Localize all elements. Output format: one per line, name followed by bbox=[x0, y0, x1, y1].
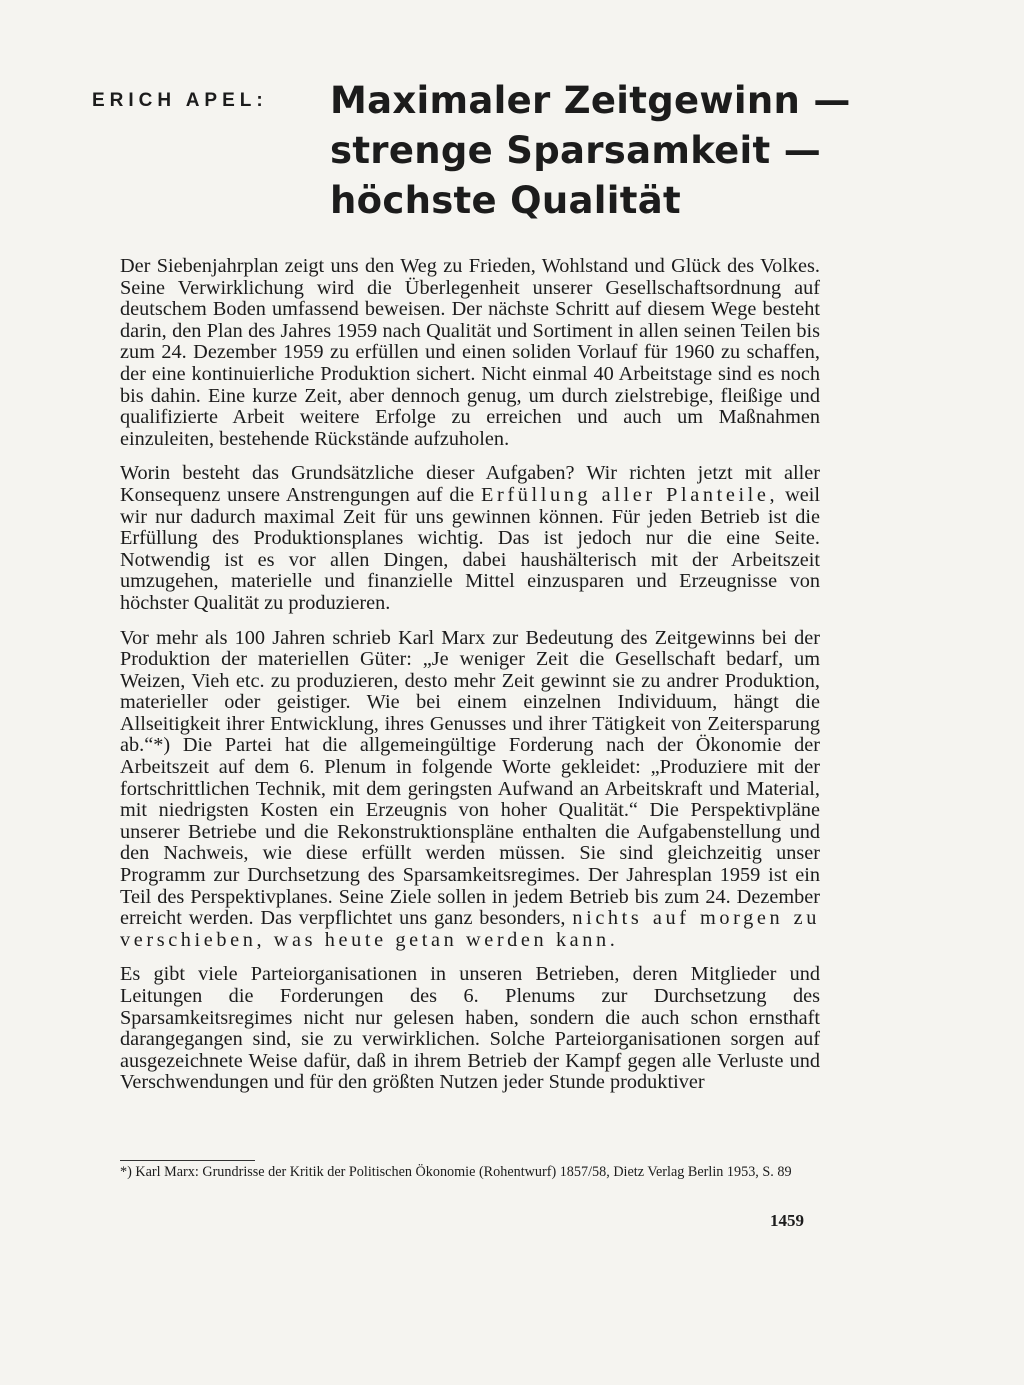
paragraph-2-emphasis: Erfüllung aller Planteile, bbox=[481, 483, 779, 506]
paragraph-2-text-a: Worin besteht das Grundsätzliche dieser Aufgaben? Wir richten jetzt mit aller Konsequenz unsere Anstrengungen auf die bbox=[120, 462, 820, 506]
footnote-divider bbox=[120, 1160, 255, 1161]
footnote: *) Karl Marx: Grundrisse der Kritik der Politischen Ökonomie (Rohentwurf) 1857/58, Dietz Verlag Berlin 1953, S. 89 bbox=[120, 1164, 792, 1180]
paragraph-1 bbox=[120, 256, 820, 450]
paragraph-3-emphasis: nichts auf morgen zu verschieben, was heute getan werden kann. bbox=[120, 907, 820, 951]
paragraph-4-text: Es gibt viele Parteiorganisationen in unseren Betrieben, deren Mitglieder und Leitungen die Forderungen des 6. Plenums zur Durchsetzung des Sparsamkeitsregimes nicht nur gelesen haben, sondern die auch schon ernsthaft darangegangen sind, sie zu verwirklichen. Solche Parteiorganisationen sorgen auf ausgezeichnete Weise dafür, daß in ihrem Betrieb der Kampf gegen alle Verluste und Verschwendungen und für den größten Nutzen jeder Stunde produktiver bbox=[120, 963, 820, 1094]
paragraph-3-text: Vor mehr als 100 Jahren schrieb Karl Marx zur Bedeutung des Zeitgewinns bei der Produktion der materiellen Güter: „Je weniger Zeit die Gesellschaft bedarf, um Weizen, Vieh etc. zu produzieren, desto mehr Zeit gewinnt sie zu andrer Produktion, materieller oder geistiger. Wie bei einem einzelnen Individuum, hängt die Allseitigkeit ihrer Entwicklung, ihres Genusses und ihrer Tätigkeit von Zeitersparung ab.“*) Die Partei hat die allgemeingültige Forderung nach der Ökonomie der Arbeitszeit auf dem 6. Plenum in folgende Worte gekleidet: „Produziere mit der fortschrittlichen Technik, mit dem geringsten Aufwand an Arbeitskraft und Material, mit niedrigsten Kosten ein Erzeugnis von hoher Qualität.“ Die Perspektivpläne unserer Betriebe und die Rekonstruktionspläne enthalten die Aufgabenstellung und den Nachweis, wie diese erfüllt werden müssen. Sie sind gleichzeitig unser Programm zur Durchsetzung des Sparsamkeitsregimes. Der Jahresplan 1959 ist ein Teil des Perspektivplanes. Seine Ziele sollen in jedem Betrieb bis zum 24. Dezember erreicht werden. Das verpflichtet uns ganz besonders, bbox=[120, 626, 820, 930]
paragraph-1-text: Der Siebenjahrplan zeigt uns den Weg zu Frieden, Wohlstand und Glück des Volkes. Seine Verwirklichung wird die Überlegenheit unserer Gesellschaftsordnung auf deutschem Boden umfassend beweisen. Der nächste Schritt auf diesem Wege besteht darin, den Plan des Jahres 1959 nach Qualität und Sortiment in allen seinen Teilen bis zum 24. Dezember 1959 zu erfüllen und einen soliden Vorlauf für 1960 zu schaffen, der eine kontinuierliche Produktion sichert. Nicht einmal 40 Arbeitstage sind es noch bis dahin. Eine kurze Zeit, aber dennoch genug, um durch zielstrebige, fleißige und qualifizierte Arbeit weitere Erfolge zu erreichen und auch um Maßnahmen einzuleiten, bestehende Rückstände aufzuholen. bbox=[120, 255, 820, 450]
paragraph-2-text-b: weil wir nur dadurch maximal Zeit für uns gewinnen können. Für jeden Betrieb ist die Erfüllung des Produktionsplanes wichtig. Das ist jedoch nur die eine Seite. Notwendig ist es vor allen Dingen, dabei haushälterisch mit der Arbeitszeit umzugehen, materielle und finanzielle Mittel einzusparen und Erzeugnisse von höchster Qualität zu produzieren. bbox=[120, 483, 821, 614]
author-name: ERICH APEL: bbox=[92, 90, 268, 111]
page-number: 1459 bbox=[770, 1211, 804, 1230]
paragraph-3 bbox=[120, 628, 820, 952]
article-body bbox=[120, 256, 820, 1107]
article-title bbox=[330, 76, 851, 226]
title-line-1: Maximaler Zeitgewinn — bbox=[330, 79, 851, 122]
title-line-3: höchste Qualität bbox=[330, 179, 681, 222]
paragraph-2 bbox=[120, 463, 820, 614]
paragraph-4 bbox=[120, 964, 820, 1094]
title-line-2: strenge Sparsamkeit — bbox=[330, 129, 822, 172]
